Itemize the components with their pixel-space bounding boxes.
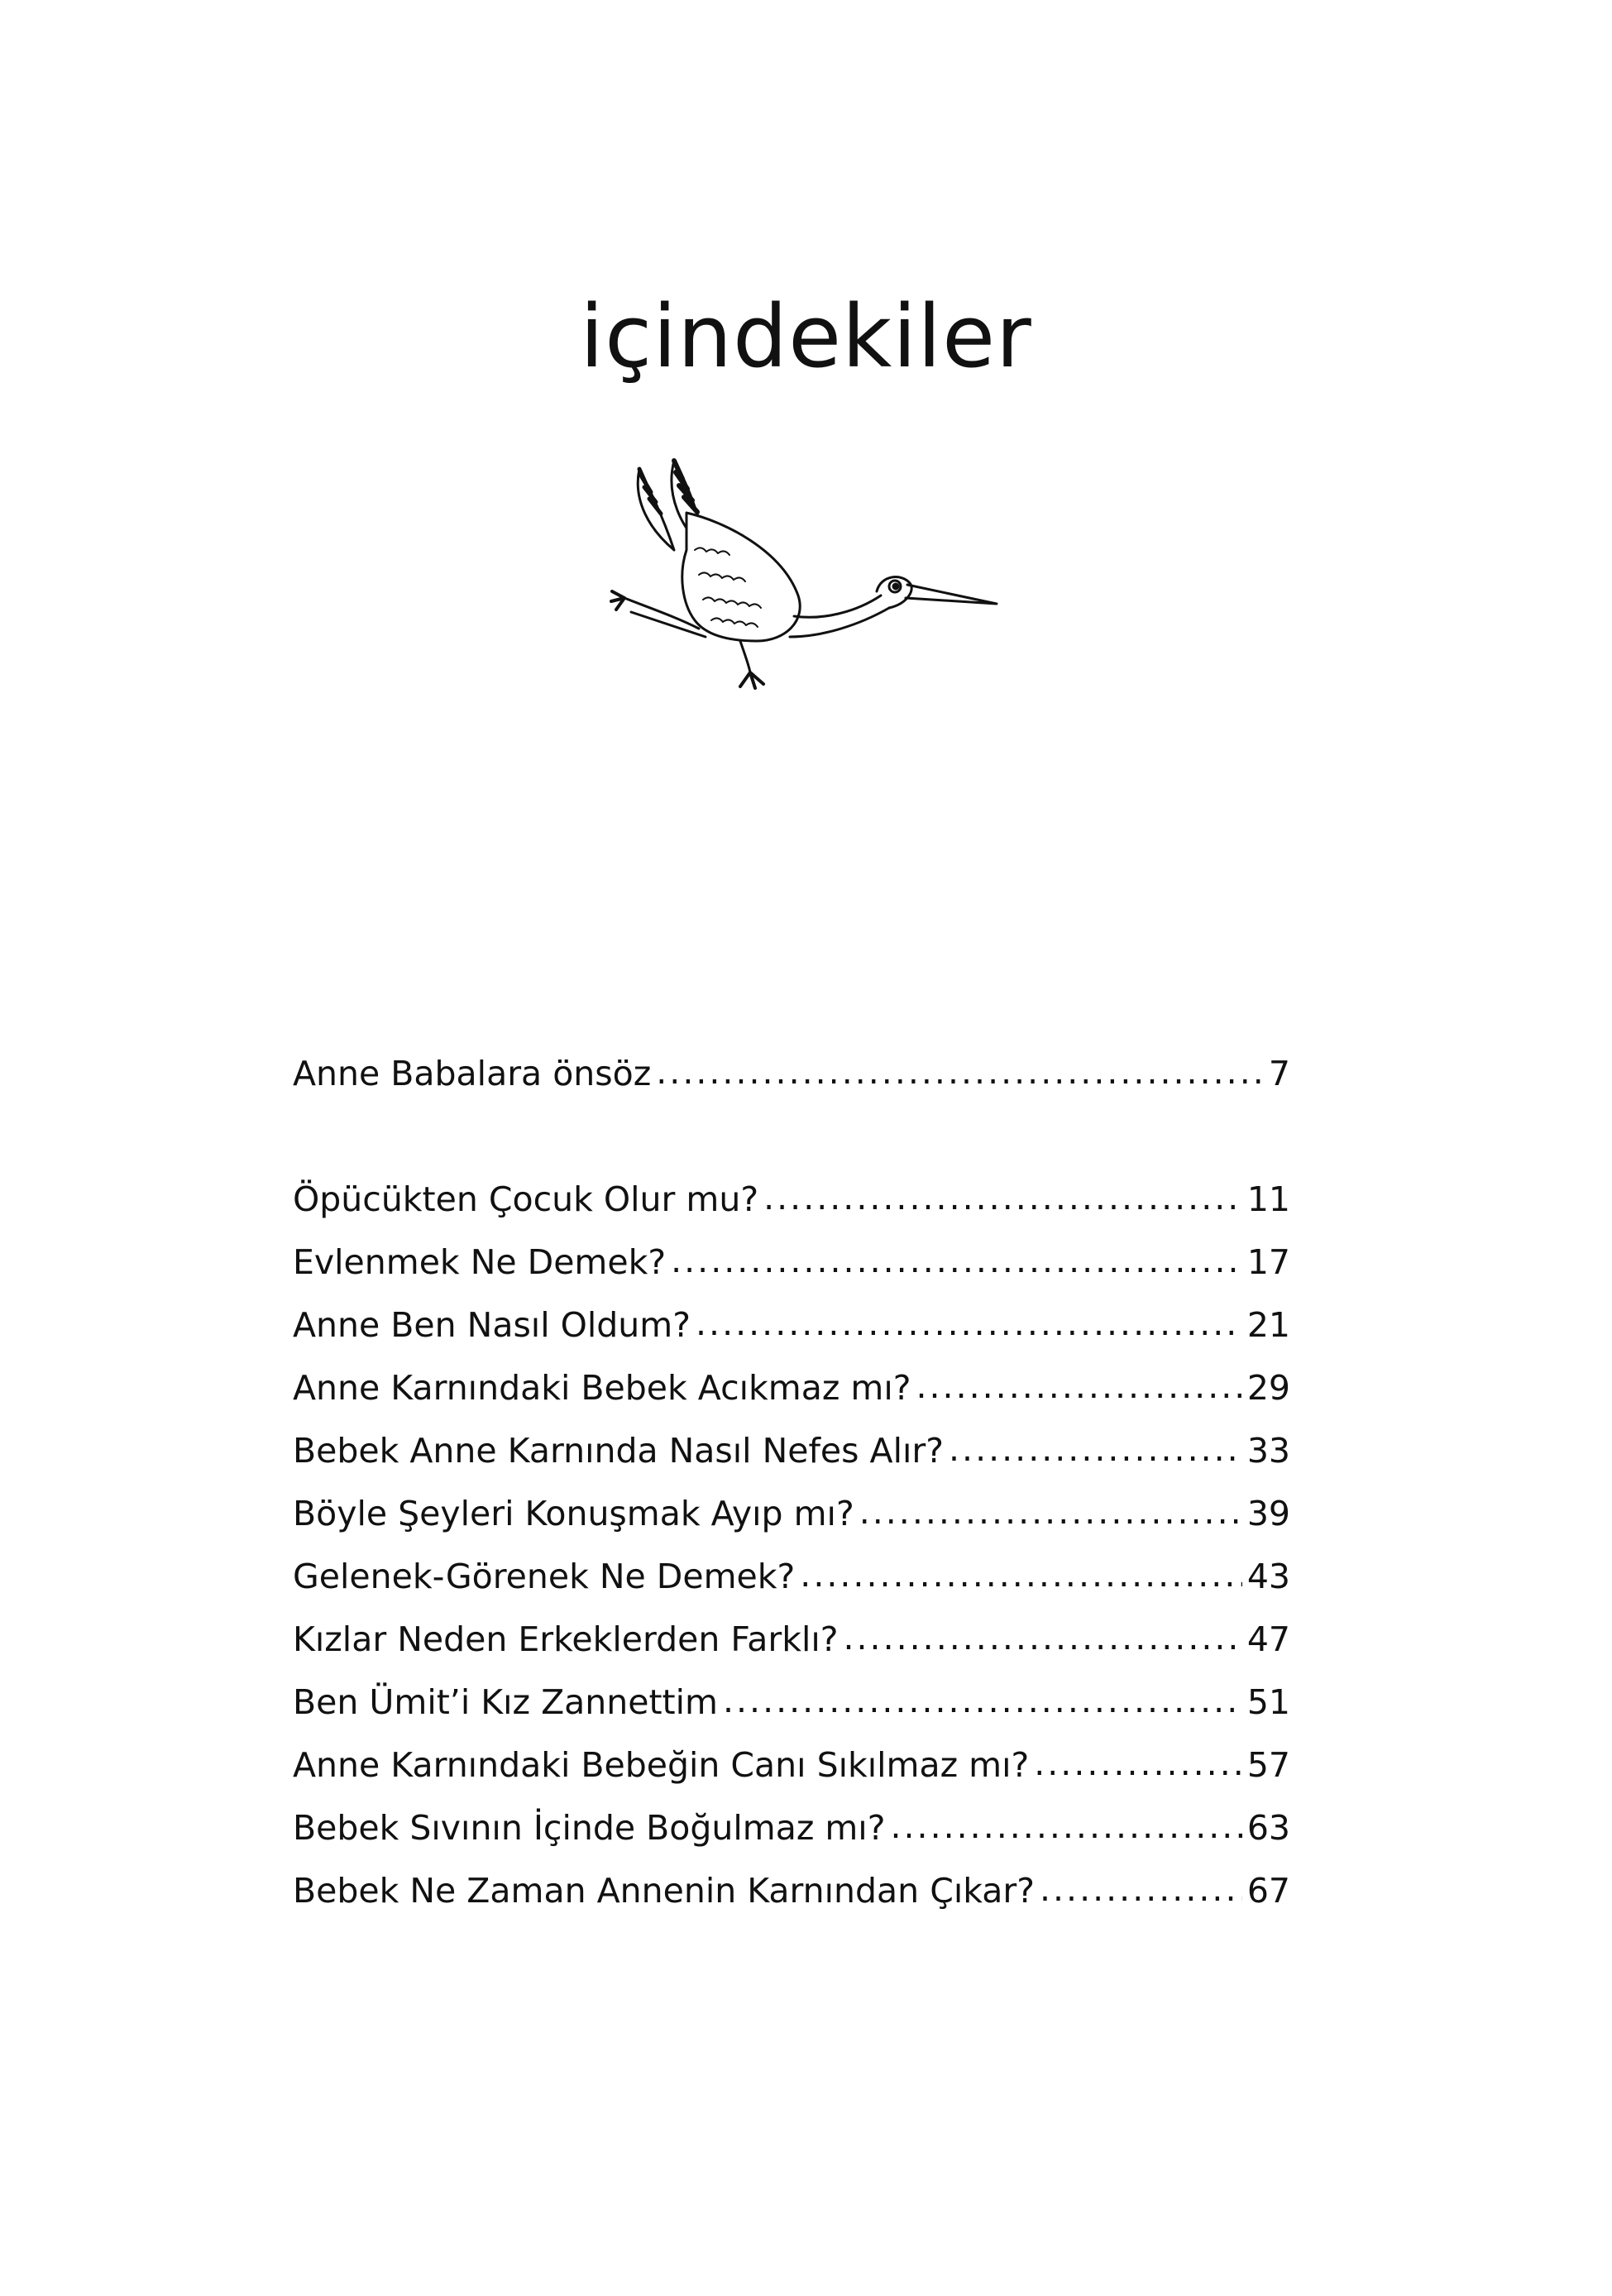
toc-entry-page: 43 <box>1246 1557 1290 1596</box>
toc-entry[interactable] <box>293 1231 1290 1294</box>
toc-entry[interactable] <box>293 1419 1290 1482</box>
toc-entry[interactable] <box>293 1356 1290 1419</box>
toc-entry-page: 7 <box>1268 1054 1290 1093</box>
toc-dot-leader <box>723 1671 1242 1732</box>
toc-dot-leader <box>843 1608 1241 1669</box>
toc-entry-page: 67 <box>1246 1871 1290 1911</box>
toc-entry-title: Anne Karnındaki Bebek Acıkmaz mı? <box>293 1368 911 1408</box>
toc-dot-leader <box>890 1796 1241 1858</box>
toc-entry-page: 39 <box>1246 1494 1290 1533</box>
toc-entry[interactable] <box>293 1042 1290 1105</box>
toc-entry[interactable] <box>293 1168 1290 1231</box>
stork-illustration <box>608 451 1005 691</box>
toc-entry[interactable] <box>293 1671 1290 1734</box>
toc-entry-title: Bebek Anne Karnında Nasıl Nefes Alır? <box>293 1431 944 1471</box>
toc-entry[interactable] <box>293 1545 1290 1608</box>
toc-entry[interactable] <box>293 1608 1290 1671</box>
toc-entry[interactable] <box>293 1294 1290 1356</box>
toc-entry-title: Bebek Sıvının İçinde Boğulmaz mı? <box>293 1808 886 1848</box>
toc-entry-page: 11 <box>1246 1179 1290 1219</box>
toc-entry[interactable] <box>293 1796 1290 1859</box>
toc-entry-page: 21 <box>1246 1305 1290 1345</box>
table-of-contents <box>293 1042 1290 1922</box>
toc-entry-title: Ben Ümit’i Kız Zannettim <box>293 1682 718 1722</box>
toc-dot-leader <box>916 1356 1241 1418</box>
toc-entry-page: 51 <box>1246 1682 1290 1722</box>
page-title: içindekiler <box>580 286 1032 387</box>
toc-dot-leader <box>656 1042 1264 1103</box>
toc-dot-leader <box>696 1294 1242 1355</box>
toc-entry-title: Evlenmek Ne Demek? <box>293 1242 667 1282</box>
toc-dot-leader <box>949 1419 1242 1480</box>
toc-entry-page: 29 <box>1246 1368 1290 1408</box>
toc-dot-leader <box>800 1545 1242 1606</box>
toc-entry-title: Kızlar Neden Erkeklerden Farklı? <box>293 1619 839 1659</box>
toc-entry-page: 47 <box>1246 1619 1290 1659</box>
toc-entry-title: Anne Karnındaki Bebeğin Canı Sıkılmaz mı? <box>293 1745 1030 1785</box>
toc-entry-title: Böyle Şeyleri Konuşmak Ayıp mı? <box>293 1494 854 1533</box>
toc-dot-leader <box>671 1231 1242 1292</box>
toc-entry-page: 33 <box>1246 1431 1290 1471</box>
toc-entry-page: 57 <box>1246 1745 1290 1785</box>
toc-entry-page: 63 <box>1246 1808 1290 1848</box>
toc-dot-leader <box>1034 1734 1242 1795</box>
toc-entry-title: Öpücükten Çocuk Olur mu? <box>293 1179 759 1219</box>
toc-dot-leader <box>859 1482 1242 1543</box>
toc-dot-leader <box>1040 1859 1242 1921</box>
toc-entry[interactable] <box>293 1859 1290 1922</box>
toc-entry-title: Gelenek-Görenek Ne Demek? <box>293 1557 796 1596</box>
toc-entry-title: Anne Ben Nasıl Oldum? <box>293 1305 691 1345</box>
toc-entry[interactable] <box>293 1734 1290 1796</box>
toc-entry-title: Bebek Ne Zaman Annenin Karnından Çıkar? <box>293 1871 1035 1911</box>
toc-entry-page: 17 <box>1246 1242 1290 1282</box>
toc-entry[interactable] <box>293 1482 1290 1545</box>
toc-entry-title: Anne Babalara önsöz <box>293 1054 652 1093</box>
toc-dot-leader <box>763 1168 1242 1229</box>
